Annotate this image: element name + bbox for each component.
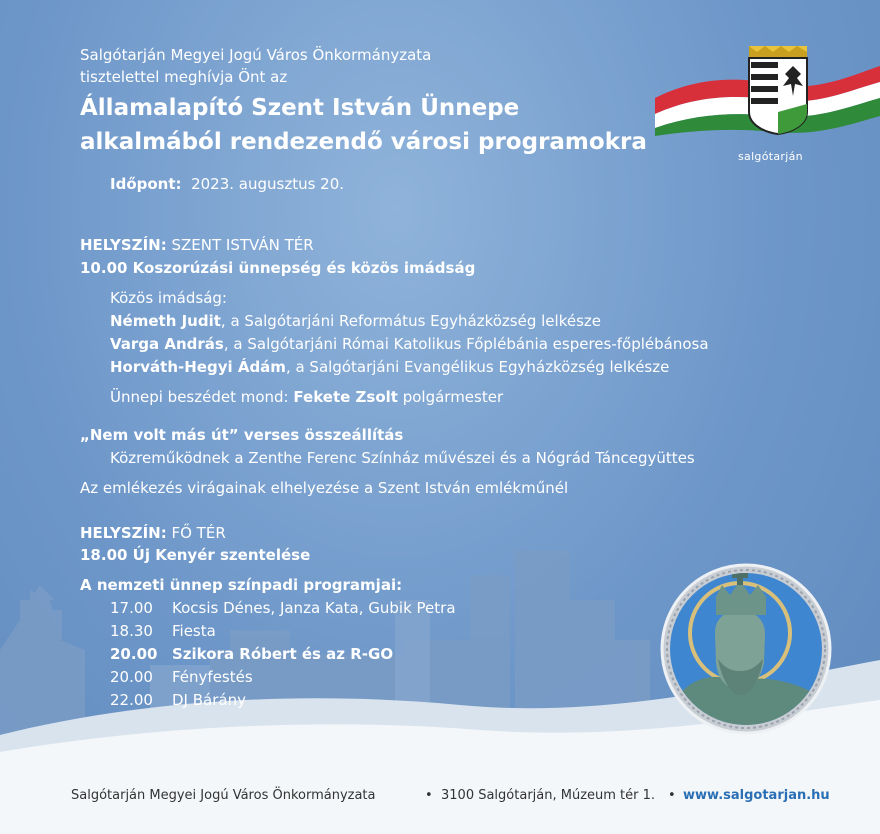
- saint-stephen-statue-medallion: [660, 563, 832, 735]
- schedule-performer: Kocsis Dénes, Janza Kata, Gubik Petra: [172, 599, 456, 617]
- date-label: Időpont:: [110, 175, 182, 193]
- schedule-row: [0, 691, 600, 711]
- clergy-item: [110, 358, 669, 376]
- schedule-time: 18.30: [110, 622, 153, 640]
- clergy-name: Horváth-Hegyi Ádám: [110, 358, 286, 376]
- website-link[interactable]: www.salgotarjan.hu: [683, 788, 830, 803]
- poem-heading: „Nem volt más út” verses összeállítás: [80, 426, 404, 444]
- venue-row-2: [80, 524, 226, 542]
- schedule-time: 17.00: [110, 599, 153, 617]
- clergy-name: Varga András: [110, 335, 224, 353]
- speaker-name: Fekete Zsolt: [293, 388, 398, 406]
- clergy-role: , a Salgótarjáni Római Katolikus Főplébánia esperes-főplébánosa: [223, 335, 709, 353]
- schedule-performer: Fényfestés: [172, 668, 253, 686]
- schedule-time: 20.00: [110, 645, 158, 663]
- title-line-2: alkalmából rendezendő városi programokra: [80, 129, 647, 155]
- schedule-row: [0, 599, 600, 619]
- date-value: 2023. augusztus 20.: [191, 175, 345, 193]
- event-heading: 18.00 Új Kenyér szentelése: [80, 546, 311, 564]
- event-heading: 10.00 Koszorúzási ünnepség és közös imádság: [80, 259, 476, 277]
- venue-row-1: [80, 236, 314, 254]
- clergy-item: [110, 335, 709, 353]
- footer-address: 3100 Salgótarján, Múzeum tér 1.: [441, 788, 656, 803]
- clergy-role: , a Salgótarjáni Evangélikus Egyházközség lelkésze: [285, 358, 670, 376]
- speech-prefix: Ünnepi beszédet mond:: [110, 388, 294, 406]
- salgotarjan-coat-of-arms: [745, 44, 811, 136]
- schedule-time: 22.00: [110, 691, 153, 709]
- schedule-time: 20.00: [110, 668, 153, 686]
- schedule-row: [0, 622, 600, 642]
- program-heading: A nemzeti ünnep színpadi programjai:: [80, 576, 403, 594]
- schedule-performer: DJ Bárány: [172, 691, 246, 709]
- title-line-1: Államalapító Szent István Ünnepe: [80, 95, 520, 121]
- date-row: [110, 175, 344, 193]
- speech-line: [110, 388, 503, 406]
- schedule-row: [0, 668, 600, 688]
- clergy-name: Németh Judit: [110, 312, 221, 330]
- schedule-row-highlight: [0, 645, 600, 665]
- footer-separator: •: [668, 788, 676, 803]
- speech-suffix: polgármester: [397, 388, 504, 406]
- venue-value: SZENT ISTVÁN TÉR: [171, 236, 314, 254]
- footer-separator: •: [425, 788, 433, 803]
- logo-city-name: salgótarján: [738, 150, 803, 163]
- contributors-line: Közreműködnek a Zenthe Ferenc Színház művészei és a Nógrád Táncegyüttes: [110, 449, 695, 467]
- schedule-performer: Fiesta: [172, 622, 216, 640]
- venue-label: HELYSZÍN:: [80, 524, 167, 542]
- clergy-item: [110, 312, 601, 330]
- clergy-role: , a Salgótarjáni Református Egyházközség lelkésze: [220, 312, 601, 330]
- invitation-line: tisztelettel meghívja Önt az: [80, 68, 288, 86]
- prayer-label: Közös imádság:: [110, 289, 227, 307]
- venue-value: FŐ TÉR: [171, 524, 226, 542]
- venue-label: HELYSZÍN:: [80, 236, 167, 254]
- flowers-line: Az emlékezés virágainak elhelyezése a Szent István emlékműnél: [80, 479, 569, 497]
- organizer-line: Salgótarján Megyei Jogú Város Önkormányzata: [80, 46, 432, 64]
- schedule-performer: Szikora Róbert és az R-GO: [172, 645, 394, 663]
- footer-organization: Salgótarján Megyei Jogú Város Önkormányzata: [71, 788, 376, 803]
